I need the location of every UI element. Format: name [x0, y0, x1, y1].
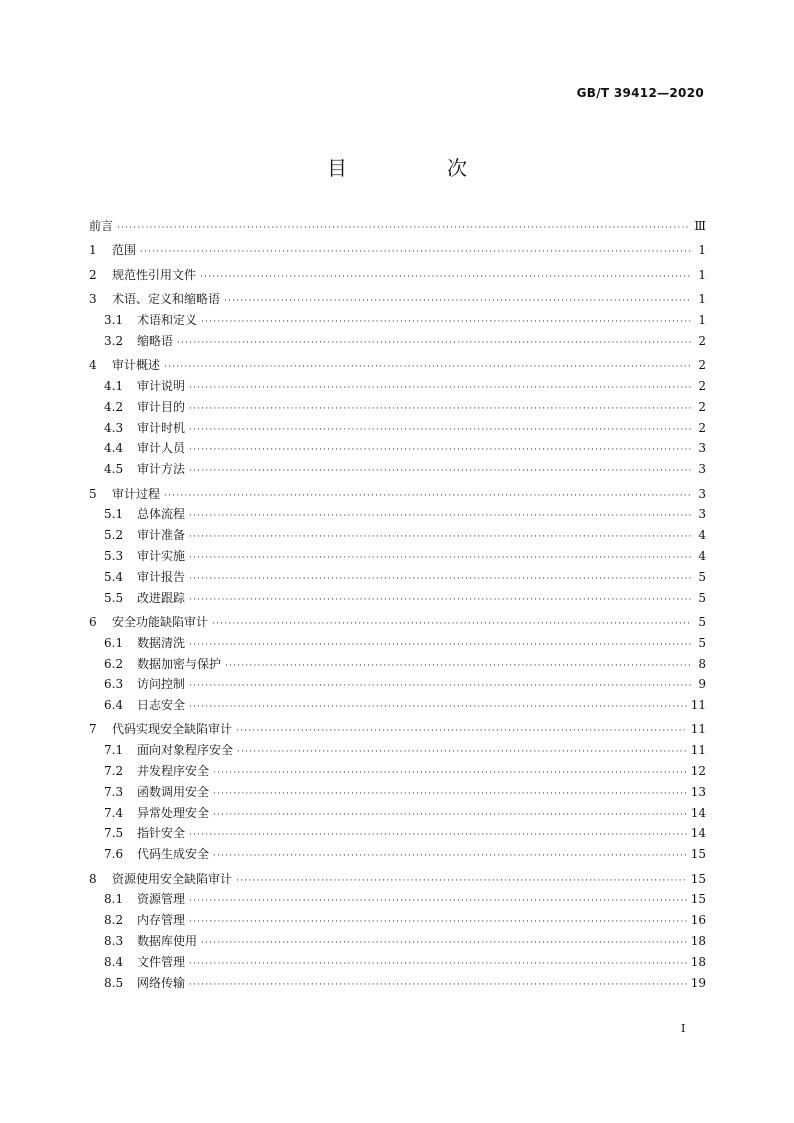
toc-entry-number: 8.3	[104, 934, 124, 949]
toc-entry[interactable]	[89, 525, 706, 546]
toc-entry-number: 4.2	[104, 399, 124, 414]
toc-entry[interactable]	[89, 418, 706, 439]
toc-entry-page: 2	[698, 399, 706, 414]
toc-dot-leader	[213, 805, 687, 826]
toc-entry[interactable]	[89, 973, 706, 994]
toc-entry-page: 16	[690, 913, 706, 928]
toc-dot-leader	[189, 548, 692, 569]
toc-dot-leader	[164, 486, 692, 507]
toc-entry-label: 规范性引用文件	[112, 267, 197, 282]
toc-entry-number: 5	[89, 486, 97, 501]
toc-entry-label: 审计目的	[137, 399, 186, 414]
toc-dot-leader	[225, 656, 692, 677]
toc-entry-label: 数据库使用	[137, 934, 198, 949]
toc-entry-label: 总体流程	[137, 507, 186, 522]
toc-entry-label: 缩略语	[137, 333, 174, 348]
toc-entry-label: 审计报告	[137, 569, 186, 584]
toc-dot-leader	[189, 590, 692, 611]
toc-entry-number: 5.5	[104, 590, 124, 605]
toc-entry[interactable]	[89, 654, 706, 675]
toc-dot-leader	[140, 242, 692, 263]
toc-dot-leader	[177, 333, 692, 354]
toc-entry[interactable]	[89, 504, 706, 525]
toc-entry-number: 5.2	[104, 528, 124, 543]
toc-entry[interactable]	[89, 695, 706, 716]
toc-entry-label: 网络传输	[137, 975, 186, 990]
toc-entry-label: 审计过程	[112, 486, 161, 501]
toc-entry[interactable]	[89, 484, 706, 505]
toc-entry-page: 18	[690, 954, 706, 969]
toc-entry[interactable]	[89, 546, 706, 567]
toc-entry-page: 5	[698, 635, 706, 650]
toc-entry[interactable]	[89, 397, 706, 418]
toc-entry-page: 8	[698, 656, 706, 671]
toc-entry-number: 8.5	[104, 975, 124, 990]
toc-entry-page: 2	[698, 333, 706, 348]
toc-dot-leader	[189, 506, 692, 527]
toc-entry-page: 5	[698, 614, 706, 629]
toc-entry-label: 异常处理安全	[137, 805, 210, 820]
toc-entry[interactable]	[89, 240, 706, 261]
toc-entry-number: 3.2	[104, 333, 124, 348]
toc-entry[interactable]	[89, 782, 706, 803]
toc-entry-label: 审计方法	[137, 462, 186, 477]
toc-dot-leader	[189, 954, 687, 975]
toc-entry-number: 3.1	[104, 312, 124, 327]
toc-entry-label: 数据加密与保护	[137, 656, 222, 671]
toc-entry-number: 3	[89, 292, 97, 307]
toc-entry[interactable]	[89, 612, 706, 633]
toc-entry-number: 5.1	[104, 507, 124, 522]
toc-entry-label: 审计说明	[137, 378, 186, 393]
toc-entry-number: 4.1	[104, 378, 124, 393]
toc-entry-number: 4.5	[104, 462, 124, 477]
toc-entry-page: 3	[698, 486, 706, 501]
toc-dot-leader	[189, 527, 692, 548]
toc-dot-leader	[189, 420, 692, 441]
toc-entry-label: 改进跟踪	[137, 590, 186, 605]
toc-dot-leader	[189, 569, 692, 590]
toc-entry-number: 7	[89, 722, 97, 737]
toc-entry-label: 面向对象程序安全	[137, 743, 234, 758]
toc-entry[interactable]	[89, 438, 706, 459]
toc-entry-number: 8.1	[104, 892, 124, 907]
page-number: I	[681, 1022, 686, 1035]
toc-dot-leader	[189, 461, 692, 482]
toc-dot-leader	[189, 399, 692, 420]
toc-entry-label: 指针安全	[137, 826, 186, 841]
toc-entry-label: 范围	[112, 243, 137, 258]
toc-entry[interactable]	[89, 844, 706, 865]
toc-entry-number: 6.1	[104, 635, 124, 650]
toc-entry-number: 4.4	[104, 441, 124, 456]
toc-dot-leader	[213, 763, 687, 784]
toc-entry-number: 7.1	[104, 743, 124, 758]
toc-dot-leader	[212, 614, 692, 635]
toc-entry-number: 6	[89, 614, 97, 629]
toc-entry-label: 代码生成安全	[137, 847, 210, 862]
toc-entry-page: 1	[698, 292, 706, 307]
toc-entry[interactable]	[89, 567, 706, 588]
toc-entry-number: 7.6	[104, 847, 124, 862]
toc-dot-leader	[201, 312, 692, 333]
toc-entry-label: 前言	[89, 219, 114, 233]
toc-entry-label: 函数调用安全	[137, 784, 210, 799]
toc-entry-page: 1	[698, 312, 706, 327]
toc-entry-label: 安全功能缺陷审计	[112, 614, 209, 629]
toc-entry[interactable]	[89, 952, 706, 973]
toc-entry-page: 11	[690, 698, 706, 713]
toc-entry-page: 1	[698, 243, 706, 258]
toc-entry-label: 文件管理	[137, 954, 186, 969]
toc-entry-number: 8.4	[104, 954, 124, 969]
toc-dot-leader	[224, 291, 692, 312]
toc-dot-leader	[200, 267, 692, 288]
toc-dot-leader	[201, 933, 687, 954]
toc-entry[interactable]	[89, 588, 706, 609]
toc-entry[interactable]	[89, 740, 706, 761]
toc-dot-leader	[189, 378, 692, 399]
toc-entry-number: 5.4	[104, 569, 124, 584]
toc-entry-label: 访问控制	[137, 677, 186, 692]
toc-entry-number: 7.4	[104, 805, 124, 820]
toc-entry-page: 4	[698, 548, 706, 563]
toc-entry-number: 1	[89, 243, 97, 258]
toc-entry-number: 8.2	[104, 913, 124, 928]
toc-dot-leader	[189, 635, 692, 656]
toc-entry-page: 2	[698, 420, 706, 435]
toc-entry-page: 2	[698, 378, 706, 393]
toc-dot-leader	[189, 975, 687, 996]
toc-dot-leader	[189, 440, 692, 461]
toc-dot-leader	[189, 676, 692, 697]
toc-entry-page: 5	[698, 569, 706, 584]
toc-dot-leader	[213, 846, 687, 867]
toc-entry-page: 5	[698, 590, 706, 605]
toc-entry-label: 术语、定义和缩略语	[112, 292, 221, 307]
toc-entry-page: 9	[698, 677, 706, 692]
toc-entry-page: 4	[698, 528, 706, 543]
toc-entry-label: 审计时机	[137, 420, 186, 435]
toc-entry-page: 3	[698, 441, 706, 456]
toc-entry[interactable]	[89, 869, 706, 890]
toc-entry-label: 审计人员	[137, 441, 186, 456]
toc-entry-page: 11	[690, 743, 706, 758]
toc-entry-page: Ⅲ	[694, 219, 706, 233]
toc-entry[interactable]	[89, 216, 706, 237]
toc-entry[interactable]	[89, 803, 706, 824]
toc-entry-number: 6.3	[104, 677, 124, 692]
toc-entry[interactable]	[89, 289, 706, 310]
toc-entry-label: 审计准备	[137, 528, 186, 543]
toc-dot-leader	[236, 721, 687, 742]
toc-entry-label: 术语和定义	[137, 312, 198, 327]
toc-entry-number: 7.5	[104, 826, 124, 841]
toc-entry-page: 15	[690, 847, 706, 862]
toc-entry[interactable]	[89, 823, 706, 844]
toc-entry[interactable]	[89, 376, 706, 397]
toc-dot-leader	[189, 697, 687, 718]
toc-entry[interactable]	[89, 931, 706, 952]
toc-entry-label: 代码实现安全缺陷审计	[112, 722, 233, 737]
toc-entry-page: 1	[698, 267, 706, 282]
toc-entry-number: 2	[89, 267, 97, 282]
toc-entry-page: 11	[690, 722, 706, 737]
toc-entry-page: 15	[690, 892, 706, 907]
toc-entry-number: 7.3	[104, 784, 124, 799]
toc-entry-page: 14	[690, 805, 706, 820]
toc-entry-page: 13	[690, 784, 706, 799]
toc-dot-leader	[236, 871, 687, 892]
toc-entry-number: 4.3	[104, 420, 124, 435]
toc-entry-number: 7.2	[104, 764, 124, 779]
toc-entry-label: 内存管理	[137, 913, 186, 928]
toc-entry[interactable]	[89, 633, 706, 654]
toc-entry[interactable]	[89, 674, 706, 695]
toc-entry[interactable]	[89, 459, 706, 480]
toc-entry[interactable]	[89, 331, 706, 352]
toc-entry-label: 审计实施	[137, 548, 186, 563]
toc-entry-page: 18	[690, 934, 706, 949]
toc-entry-page: 3	[698, 462, 706, 477]
toc-dot-leader	[117, 218, 690, 239]
toc-entry-number: 6.4	[104, 698, 124, 713]
toc-entry-label: 日志安全	[137, 698, 186, 713]
toc-dot-leader	[237, 742, 687, 763]
toc-entry-number: 8	[89, 871, 97, 886]
toc-entry-page: 14	[690, 826, 706, 841]
toc-entry-label: 资源管理	[137, 892, 186, 907]
table-of-contents	[89, 216, 706, 993]
toc-entry-number: 6.2	[104, 656, 124, 671]
toc-entry-page: 3	[698, 507, 706, 522]
toc-entry-label: 数据清洗	[137, 635, 186, 650]
toc-entry-label: 并发程序安全	[137, 764, 210, 779]
toc-entry[interactable]	[89, 265, 706, 286]
toc-entry-page: 2	[698, 358, 706, 373]
toc-dot-leader	[189, 825, 687, 846]
toc-dot-leader	[189, 891, 687, 912]
toc-entry[interactable]	[89, 910, 706, 931]
toc-entry-label: 资源使用安全缺陷审计	[112, 871, 233, 886]
toc-entry[interactable]	[89, 310, 706, 331]
toc-entry-label: 审计概述	[112, 358, 161, 373]
toc-entry[interactable]	[89, 889, 706, 910]
toc-entry[interactable]	[89, 355, 706, 376]
toc-dot-leader	[213, 784, 687, 805]
toc-entry-page: 12	[690, 764, 706, 779]
standard-code: GB/T 39412—2020	[576, 86, 704, 100]
toc-entry-number: 4	[89, 358, 97, 373]
toc-entry-number: 5.3	[104, 548, 124, 563]
toc-entry-page: 19	[690, 975, 706, 990]
toc-dot-leader	[189, 912, 687, 933]
page-title: 目 次	[327, 156, 507, 180]
toc-entry[interactable]	[89, 719, 706, 740]
toc-dot-leader	[164, 357, 692, 378]
toc-entry[interactable]	[89, 761, 706, 782]
toc-entry-page: 15	[690, 871, 706, 886]
